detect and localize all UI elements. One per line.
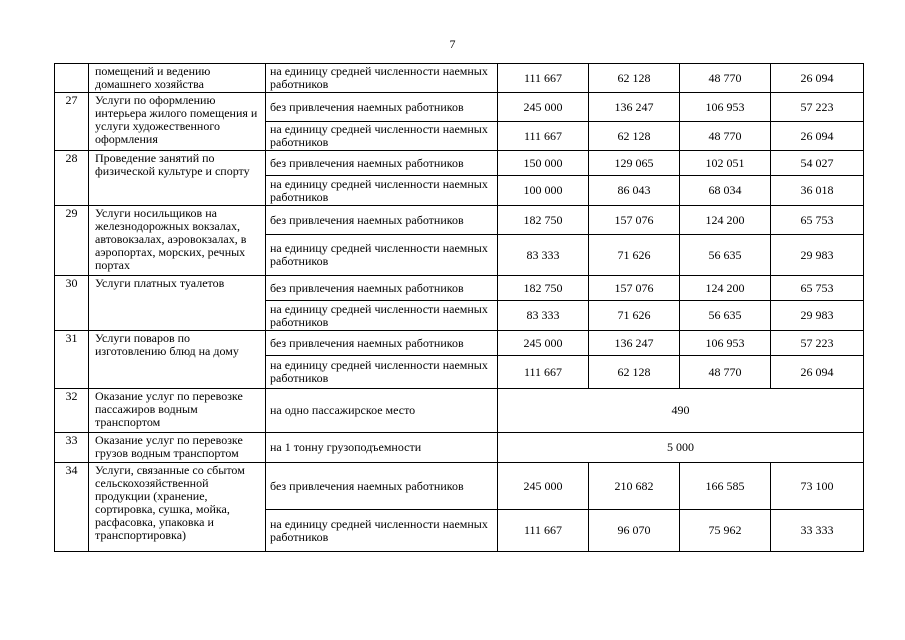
- value-cell: 166 585: [680, 463, 771, 510]
- value-cell: 75 962: [680, 510, 771, 552]
- value-cell: 111 667: [498, 122, 589, 151]
- value-cell: 48 770: [680, 356, 771, 389]
- rates-table: [54, 63, 864, 552]
- row-number: [55, 64, 89, 93]
- table-row: [55, 151, 864, 176]
- value-cell: 71 626: [589, 235, 680, 276]
- value-cell: 106 953: [680, 331, 771, 356]
- value-cell: 182 750: [498, 206, 589, 235]
- table-row: [55, 463, 864, 510]
- value-cell: 26 094: [771, 356, 864, 389]
- calculation-basis: без привлечения наемных работников: [266, 331, 498, 356]
- calculation-basis: на 1 тонну грузоподъемности: [266, 433, 498, 463]
- value-cell: 57 223: [771, 93, 864, 122]
- value-cell: 29 983: [771, 301, 864, 331]
- value-cell: 157 076: [589, 276, 680, 301]
- row-number: 31: [55, 331, 89, 389]
- row-number: 32: [55, 389, 89, 433]
- value-cell: 182 750: [498, 276, 589, 301]
- row-number: 29: [55, 206, 89, 276]
- value-cell: 136 247: [589, 93, 680, 122]
- merged-value: 490: [498, 389, 864, 433]
- table-row: [55, 389, 864, 433]
- row-number: 34: [55, 463, 89, 552]
- row-number: 33: [55, 433, 89, 463]
- calculation-basis: без привлечения наемных работников: [266, 151, 498, 176]
- table-row: [55, 206, 864, 235]
- value-cell: 68 034: [680, 176, 771, 206]
- calculation-basis: на единицу средней численности наемных работников: [266, 235, 498, 276]
- value-cell: 210 682: [589, 463, 680, 510]
- calculation-basis: на единицу средней численности наемных работников: [266, 176, 498, 206]
- table-row: [55, 93, 864, 122]
- value-cell: 86 043: [589, 176, 680, 206]
- value-cell: 26 094: [771, 122, 864, 151]
- service-name: Услуги платных туалетов: [89, 276, 266, 331]
- row-number: 28: [55, 151, 89, 206]
- table-row: [55, 64, 864, 93]
- calculation-basis: на одно пассажирское место: [266, 389, 498, 433]
- service-name: Оказание услуг по перевозке грузов водным транспортом: [89, 433, 266, 463]
- service-name: Проведение занятий по физической культуре и спорту: [89, 151, 266, 206]
- value-cell: 48 770: [680, 122, 771, 151]
- service-name: Услуги носильщиков на железнодорожных вокзалах, автовокзалах, аэровокзалах, в аэропортах, морских, речных портах: [89, 206, 266, 276]
- value-cell: 245 000: [498, 93, 589, 122]
- value-cell: 62 128: [589, 356, 680, 389]
- value-cell: 33 333: [771, 510, 864, 552]
- value-cell: 96 070: [589, 510, 680, 552]
- value-cell: 111 667: [498, 64, 589, 93]
- page-number: 7: [449, 37, 456, 51]
- value-cell: 56 635: [680, 235, 771, 276]
- service-name: Услуги поваров по изготовлению блюд на дому: [89, 331, 266, 389]
- value-cell: 102 051: [680, 151, 771, 176]
- merged-value: 5 000: [498, 433, 864, 463]
- value-cell: 29 983: [771, 235, 864, 276]
- value-cell: 56 635: [680, 301, 771, 331]
- calculation-basis: на единицу средней численности наемных работников: [266, 64, 498, 93]
- value-cell: 150 000: [498, 151, 589, 176]
- calculation-basis: на единицу средней численности наемных работников: [266, 301, 498, 331]
- value-cell: 57 223: [771, 331, 864, 356]
- table-row: [55, 433, 864, 463]
- value-cell: 129 065: [589, 151, 680, 176]
- value-cell: 83 333: [498, 235, 589, 276]
- calculation-basis: на единицу средней численности наемных работников: [266, 510, 498, 552]
- calculation-basis: без привлечения наемных работников: [266, 206, 498, 235]
- calculation-basis: на единицу средней численности наемных работников: [266, 356, 498, 389]
- value-cell: 245 000: [498, 463, 589, 510]
- value-cell: 111 667: [498, 356, 589, 389]
- calculation-basis: без привлечения наемных работников: [266, 463, 498, 510]
- value-cell: 54 027: [771, 151, 864, 176]
- value-cell: 245 000: [498, 331, 589, 356]
- table-row: [55, 331, 864, 356]
- calculation-basis: без привлечения наемных работников: [266, 93, 498, 122]
- calculation-basis: без привлечения наемных работников: [266, 276, 498, 301]
- value-cell: 65 753: [771, 276, 864, 301]
- value-cell: 73 100: [771, 463, 864, 510]
- value-cell: 111 667: [498, 510, 589, 552]
- value-cell: 65 753: [771, 206, 864, 235]
- value-cell: 36 018: [771, 176, 864, 206]
- value-cell: 124 200: [680, 206, 771, 235]
- row-number: 30: [55, 276, 89, 331]
- value-cell: 71 626: [589, 301, 680, 331]
- service-name: Оказание услуг по перевозке пассажиров водным транспортом: [89, 389, 266, 433]
- value-cell: 26 094: [771, 64, 864, 93]
- value-cell: 136 247: [589, 331, 680, 356]
- row-number: 27: [55, 93, 89, 151]
- calculation-basis: на единицу средней численности наемных работников: [266, 122, 498, 151]
- value-cell: 48 770: [680, 64, 771, 93]
- value-cell: 157 076: [589, 206, 680, 235]
- value-cell: 62 128: [589, 64, 680, 93]
- service-name: Услуги, связанные со сбытом сельскохозяйственной продукции (хранение, сортировка, сушка, мойка, расфасовка, упаковка и транспортировка): [89, 463, 266, 552]
- table-row: [55, 276, 864, 301]
- value-cell: 62 128: [589, 122, 680, 151]
- value-cell: 106 953: [680, 93, 771, 122]
- service-name: Услуги по оформлению интерьера жилого помещения и услуги художественного оформления: [89, 93, 266, 151]
- value-cell: 100 000: [498, 176, 589, 206]
- value-cell: 124 200: [680, 276, 771, 301]
- service-name: помещений и ведению домашнего хозяйства: [89, 64, 266, 93]
- value-cell: 83 333: [498, 301, 589, 331]
